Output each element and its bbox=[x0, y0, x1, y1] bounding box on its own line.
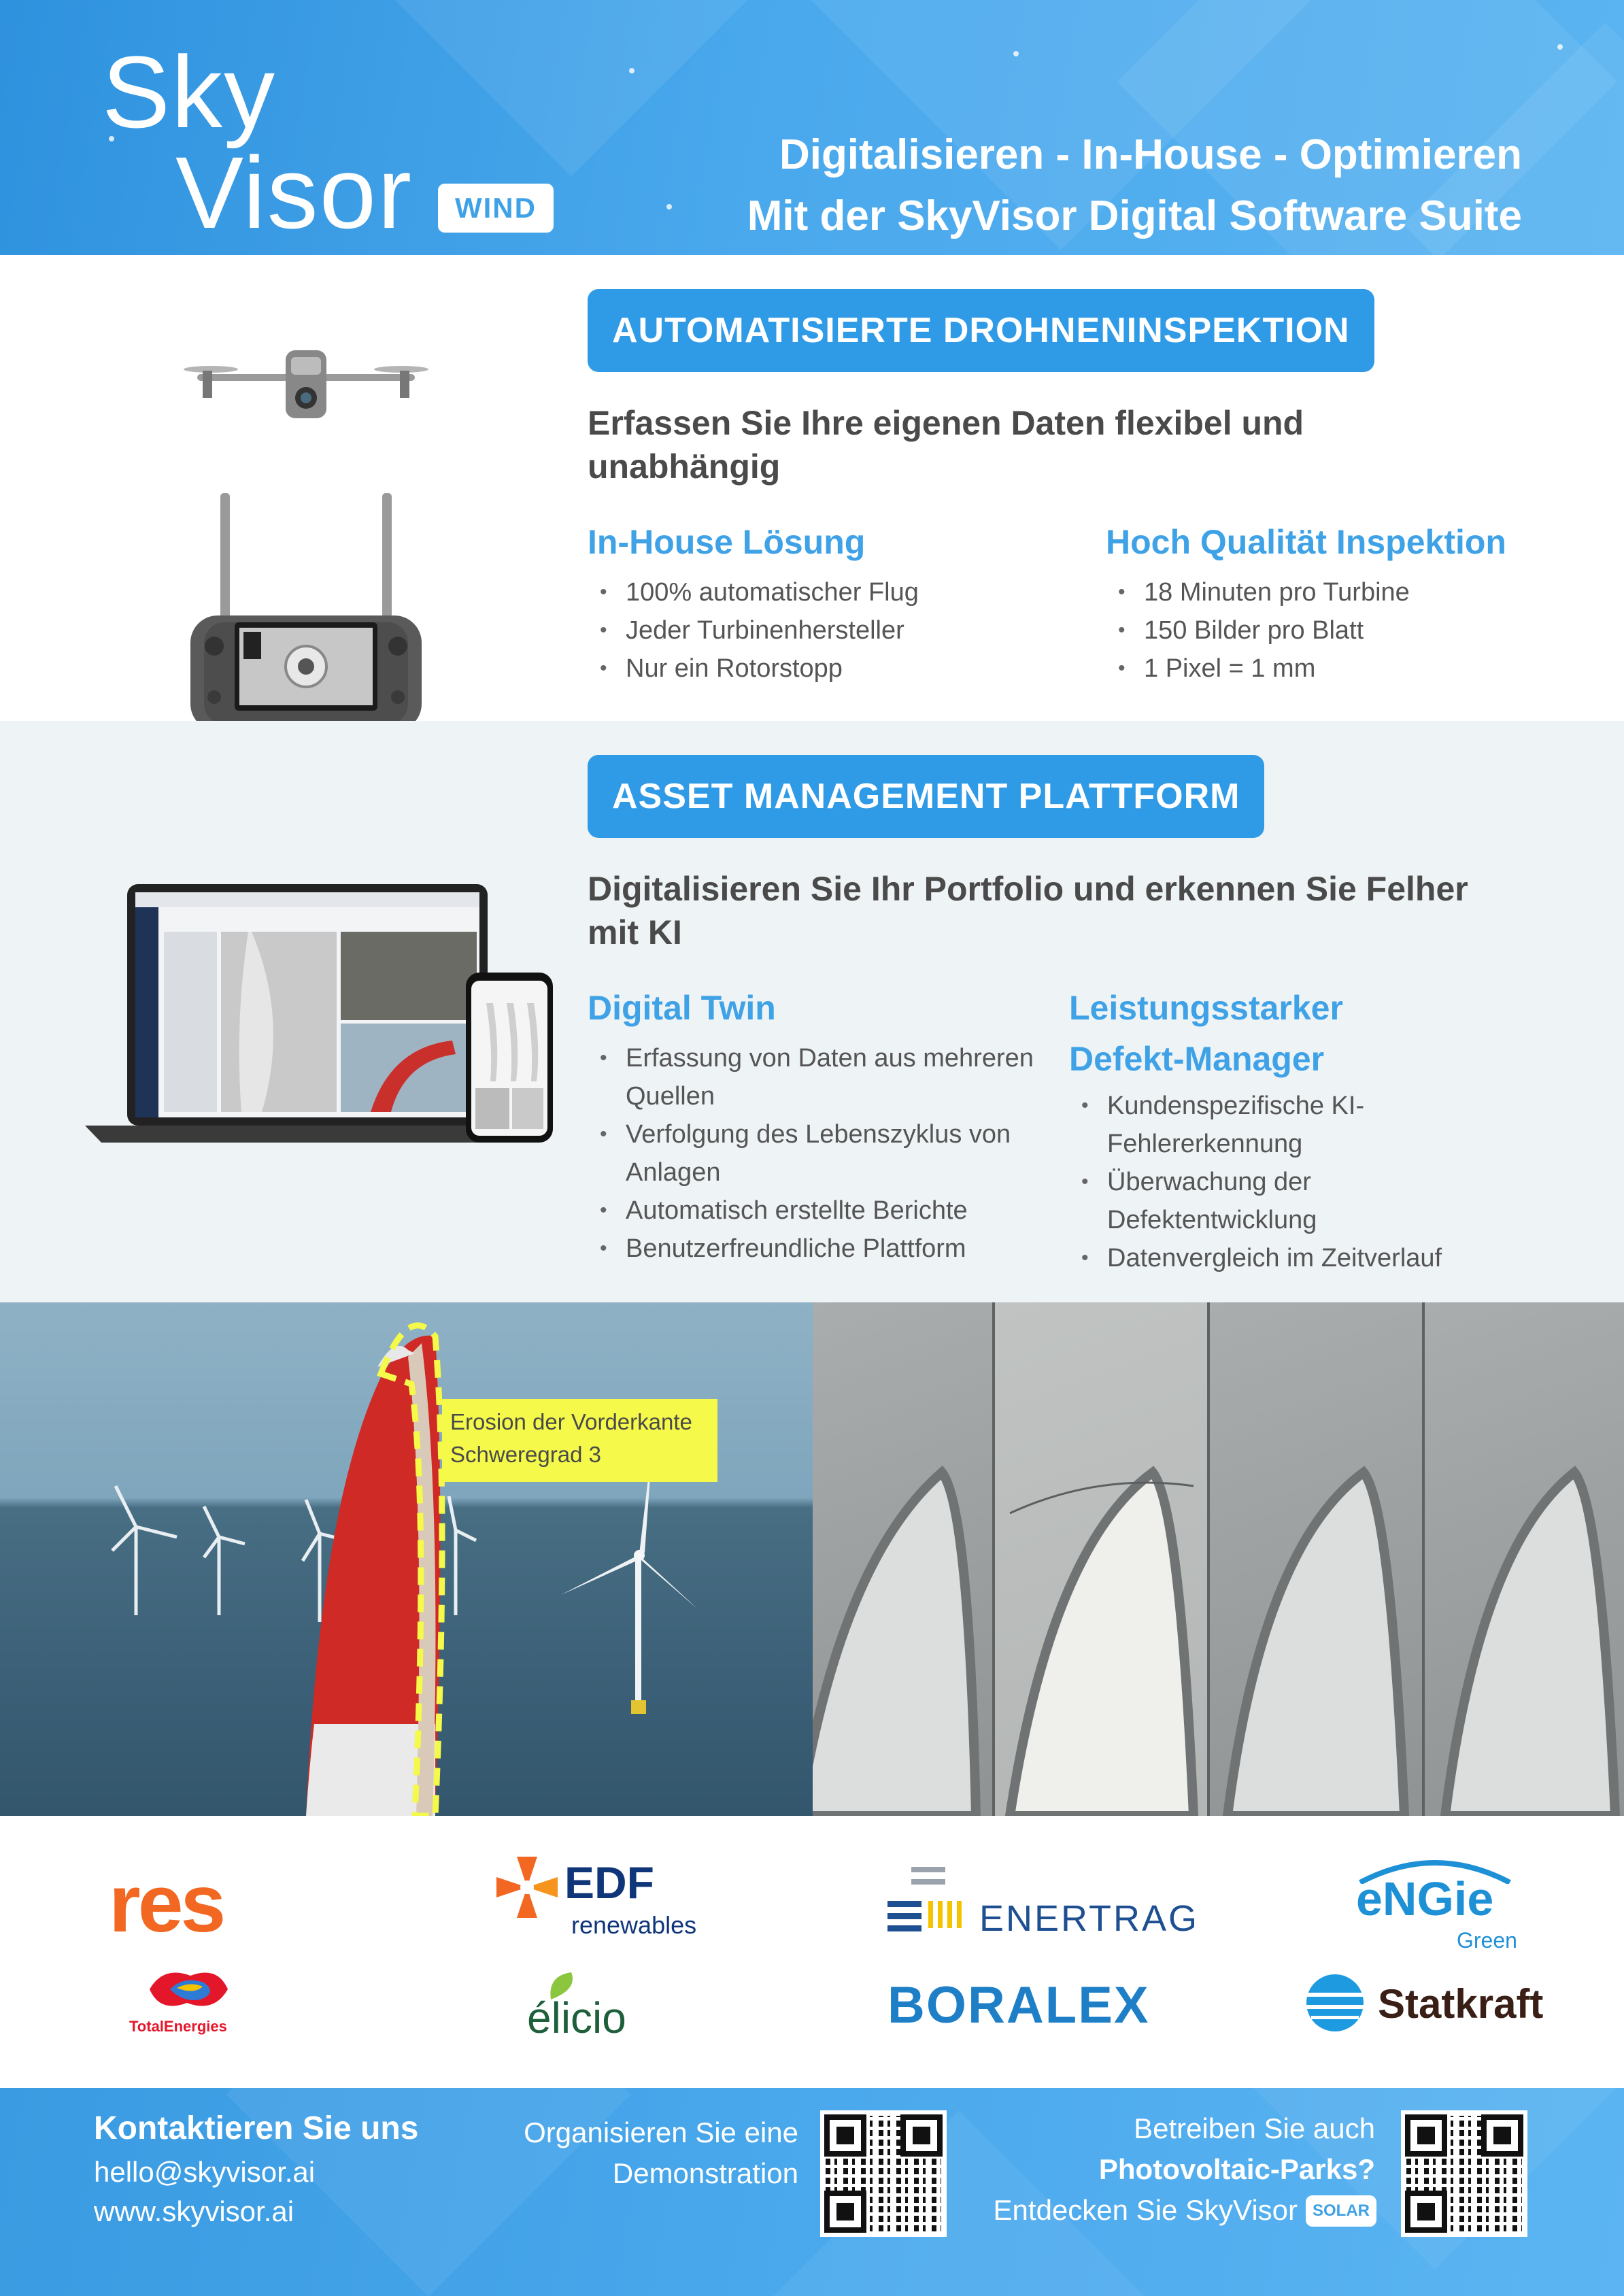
boralex-logo: BORALEX bbox=[887, 1976, 1150, 2034]
blade-closeup-comparison bbox=[813, 1302, 1624, 1816]
elicio-wordmark: élicio bbox=[527, 1993, 626, 2042]
header-title-line2: Mit der SkyVisor Digital Software Suite bbox=[747, 192, 1522, 239]
solar-qr-code[interactable] bbox=[1401, 2110, 1527, 2237]
drone-section-heading: AUTOMATISIERTE DROHNENINSPEKTION bbox=[588, 289, 1374, 372]
drone-section bbox=[0, 255, 1624, 721]
sparkle bbox=[1013, 51, 1019, 56]
blade-erosion-illustration bbox=[0, 1302, 813, 1816]
partner-logos bbox=[0, 1816, 1624, 2088]
statkraft-globe-icon bbox=[1304, 1972, 1366, 2033]
remote-controller-icon bbox=[190, 493, 422, 731]
drone-left-title: In-House Lösung bbox=[588, 523, 866, 561]
list-item: • Verfolgung des Lebenszyklus von Anlagen bbox=[588, 1115, 1036, 1192]
list-item: • Überwachung der Defektentwicklung bbox=[1069, 1163, 1504, 1239]
elicio-logo bbox=[527, 1969, 663, 2050]
qr-finder bbox=[824, 2114, 866, 2157]
engie-logo bbox=[1353, 1857, 1517, 1952]
totalenergies-logo bbox=[129, 1962, 245, 2044]
platform-right-list bbox=[1069, 1087, 1504, 1277]
platform-right-title: Leistungsstarker Defekt-Manager bbox=[1069, 989, 1343, 1078]
edf-logo bbox=[490, 1843, 697, 1945]
platform-section bbox=[0, 721, 1624, 1302]
footer-banner bbox=[0, 2088, 1624, 2296]
contact-title: Kontaktieren Sie uns bbox=[94, 2110, 419, 2146]
list-item: • 18 Minuten pro Turbine bbox=[1106, 573, 1410, 611]
list-item: • Erfassung von Daten aus mehreren Quellen bbox=[588, 1039, 1036, 1115]
list-item: • Automatisch erstellte Berichte bbox=[588, 1192, 1036, 1230]
statkraft-logo bbox=[1304, 1972, 1556, 2040]
qr-finder bbox=[1405, 2191, 1447, 2233]
logo-sky: Sky bbox=[102, 35, 277, 149]
res-logo: res bbox=[109, 1858, 224, 1949]
edf-subtitle: renewables bbox=[571, 1911, 697, 1939]
sparkle bbox=[666, 204, 672, 209]
totalenergies-swirl-icon bbox=[136, 1962, 238, 2016]
phone-icon bbox=[466, 973, 553, 1143]
offshore-wind-photo bbox=[0, 1302, 813, 1816]
list-item: • Datenvergleich im Zeitverlauf bbox=[1069, 1239, 1504, 1277]
solar-line3: Entdecken Sie SkyVisor bbox=[993, 2194, 1298, 2226]
defect-callout bbox=[442, 1399, 717, 1482]
enertrag-wordmark: ENERTRAG bbox=[979, 1898, 1200, 1939]
logo-visor: Visor bbox=[175, 135, 413, 250]
platform-left-list bbox=[588, 1039, 1036, 1268]
drone-icon bbox=[184, 350, 428, 418]
demo-line2: Demonstration bbox=[612, 2157, 798, 2189]
callout-line1: Erosion der Vorderkante bbox=[450, 1409, 692, 1434]
list-item: • Jeder Turbinenhersteller bbox=[588, 611, 919, 649]
list-item: • Kundenspezifische KI-Fehlererkennung bbox=[1069, 1087, 1504, 1163]
logo-wind-badge: WIND bbox=[438, 184, 554, 233]
drone-lead-text: Erfassen Sie Ihre eigenen Daten flexibel und unabhängig bbox=[588, 404, 1304, 486]
list-item: • 1 Pixel = 1 mm bbox=[1106, 649, 1410, 688]
laptop-phone-illustration bbox=[85, 884, 554, 1197]
qr-finder bbox=[1405, 2114, 1447, 2157]
statkraft-wordmark: Statkraft bbox=[1378, 1981, 1544, 2027]
list-item: • 100% automatischer Flug bbox=[588, 573, 919, 611]
qr-finder bbox=[1481, 2114, 1523, 2157]
engie-subtitle: Green bbox=[1457, 1928, 1517, 1953]
platform-left-title: Digital Twin bbox=[588, 989, 776, 1027]
callout-line2: Schweregrad 3 bbox=[450, 1442, 601, 1467]
sparkle bbox=[1557, 44, 1563, 50]
contact-email[interactable]: hello@skyvisor.ai bbox=[94, 2156, 316, 2188]
solar-badge: SOLAR bbox=[1306, 2195, 1376, 2227]
header-banner bbox=[0, 0, 1624, 255]
demo-qr-code[interactable] bbox=[820, 2110, 947, 2237]
demo-line1: Organisieren Sie eine bbox=[524, 2116, 798, 2148]
edf-wordmark: EDF bbox=[564, 1857, 654, 1908]
solar-line2: Photovoltaic-Parks? bbox=[1098, 2153, 1375, 2185]
platform-section-heading: ASSET MANAGEMENT PLATTFORM bbox=[588, 755, 1264, 838]
list-item: • Benutzerfreundliche Plattform bbox=[588, 1230, 1036, 1268]
header-title-line1: Digitalisieren - In-House - Optimieren bbox=[779, 131, 1522, 178]
edf-flower-icon bbox=[490, 1850, 564, 1925]
engie-wordmark: eNGie bbox=[1356, 1872, 1494, 1925]
sparkle bbox=[629, 68, 635, 73]
qr-finder bbox=[900, 2114, 943, 2157]
drone-right-list bbox=[1106, 573, 1410, 688]
qr-finder bbox=[824, 2191, 866, 2233]
blade-tips-illustration bbox=[813, 1302, 1624, 1816]
drone-right-title: Hoch Qualität Inspektion bbox=[1106, 523, 1506, 561]
drone-left-list bbox=[588, 573, 919, 688]
totalenergies-wordmark: TotalEnergies bbox=[129, 2018, 227, 2035]
laptop-icon bbox=[85, 884, 530, 1143]
list-item: • Nur ein Rotorstopp bbox=[588, 649, 919, 688]
enertrag-bars-icon bbox=[887, 1867, 976, 1942]
contact-website[interactable]: www.skyvisor.ai bbox=[94, 2195, 294, 2227]
platform-lead-text: Digitalisieren Sie Ihr Portfolio und erkennen Sie Felher mit KI bbox=[588, 870, 1468, 951]
list-item: • 150 Bilder pro Blatt bbox=[1106, 611, 1410, 649]
solar-line1: Betreiben Sie auch bbox=[1134, 2112, 1375, 2144]
